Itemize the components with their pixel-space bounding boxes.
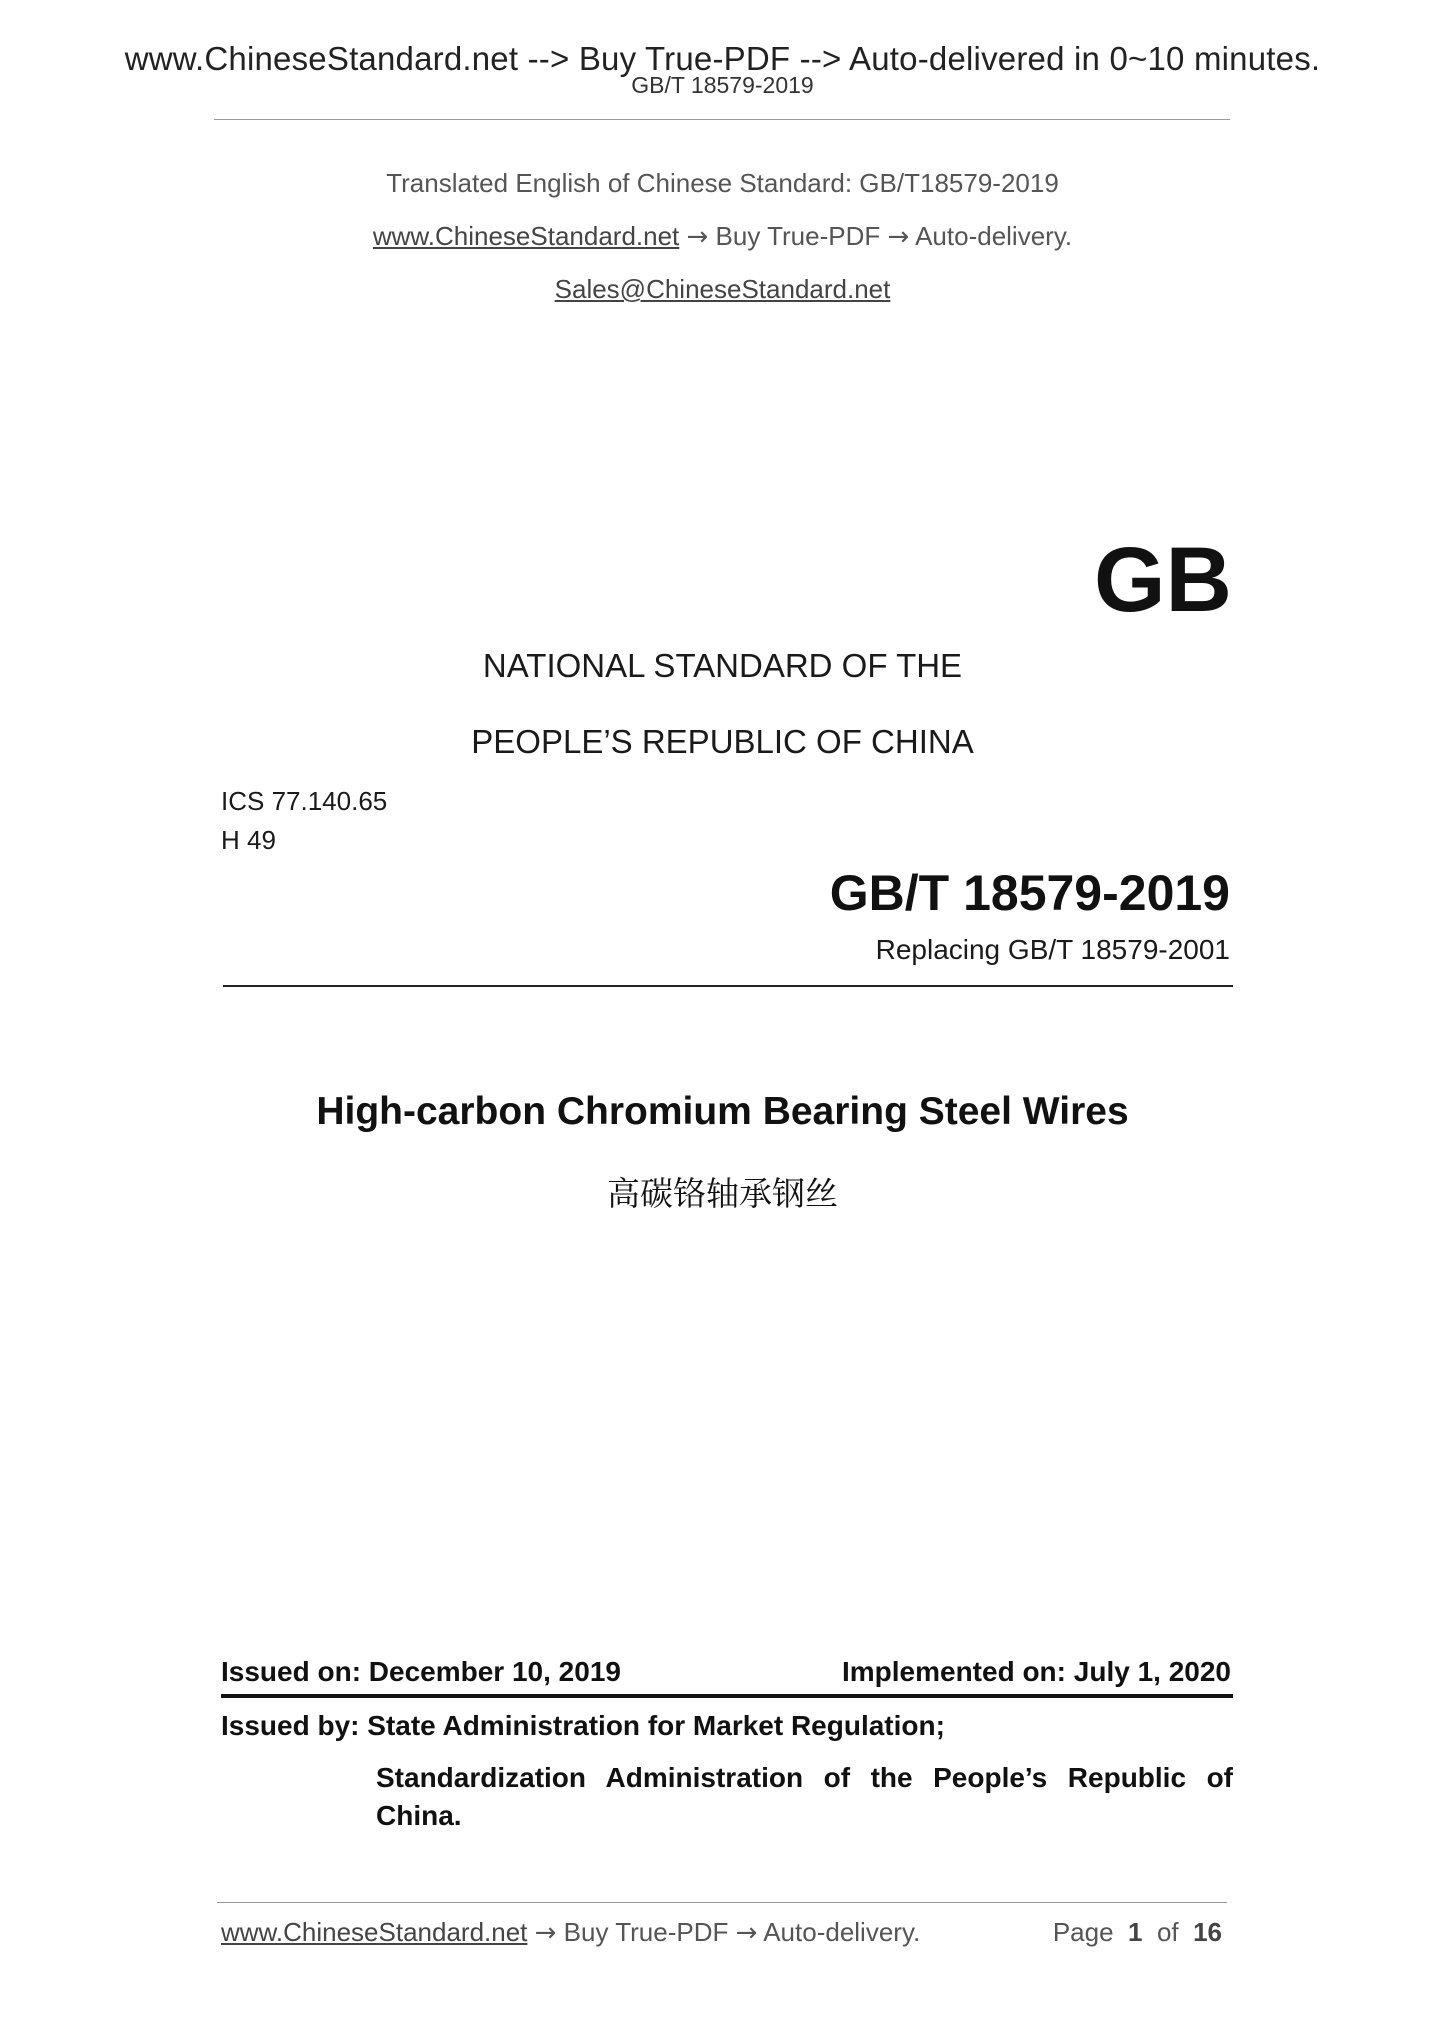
header-site-link[interactable]: www.ChineseStandard.net [372, 221, 680, 251]
arrow-right-icon: → [887, 222, 910, 252]
ics-code: ICS 77.140.65 [221, 786, 388, 816]
issue-divider [221, 1694, 1233, 1698]
header-email-row [0, 274, 1445, 305]
title-chinese: 高碳铬轴承钢丝 [607, 1175, 838, 1212]
national-standard-line2: PEOPLE’S REPUBLIC OF CHINA [471, 723, 974, 760]
page-total: 16 [1193, 1917, 1222, 1947]
national-standard-line1: NATIONAL STANDARD OF THE [482, 647, 963, 684]
sales-email-link[interactable]: Sales@ChineseStandard.net [554, 274, 891, 304]
arrow-right-icon: → [735, 1918, 758, 1948]
issued-by-row [221, 1710, 945, 1742]
header-divider [214, 119, 1230, 120]
gb-logo: GB [1094, 529, 1232, 631]
issued-by-label: Issued by: [221, 1710, 360, 1741]
header-delivery-line [0, 221, 1445, 252]
top-banner: www.ChineseStandard.net --> Buy True-PDF --> Auto-delivered in 0~10 minutes. [124, 40, 1321, 77]
page-header-code: GB/T 18579-2019 [631, 72, 814, 98]
issued-by-authority-2: Standardization Administration of the People’s Republic of [376, 1762, 1233, 1793]
issued-on: Issued on: December 10, 2019 [221, 1656, 621, 1687]
page-label: Page [1052, 1917, 1114, 1947]
implemented-on: Implemented on: July 1, 2020 [841, 1656, 1231, 1687]
arrow-right-icon: → [534, 1918, 557, 1948]
footer-delivery-text: Auto-delivery. [763, 1917, 921, 1947]
footer-site-link[interactable]: www.ChineseStandard.net [221, 1917, 528, 1947]
issued-by-authority-1: State Administration for Market Regulation; [367, 1710, 945, 1741]
issued-by-authority-2-cont: China. [376, 1800, 462, 1831]
number-divider [223, 985, 1233, 987]
header-buy-text: Buy True-PDF [715, 221, 881, 251]
title-english: High-carbon Chromium Bearing Steel Wires [316, 1090, 1129, 1133]
class-code: H 49 [221, 825, 276, 855]
standard-number: GB/T 18579-2019 [829, 865, 1230, 921]
replacing-note: Replacing GB/T 18579-2001 [875, 934, 1230, 965]
page-of: of [1156, 1917, 1179, 1947]
arrow-right-icon: → [686, 222, 709, 252]
footer-buy-text: Buy True-PDF [563, 1917, 729, 1947]
translated-note: Translated English of Chinese Standard: GB/T18579-2019 [386, 168, 1059, 198]
header-delivery-text: Auto-delivery. [915, 221, 1073, 251]
page-indicator [1053, 1917, 1222, 1948]
footer-divider [217, 1902, 1227, 1903]
page-current: 1 [1128, 1917, 1143, 1947]
footer-delivery-line [221, 1917, 920, 1948]
